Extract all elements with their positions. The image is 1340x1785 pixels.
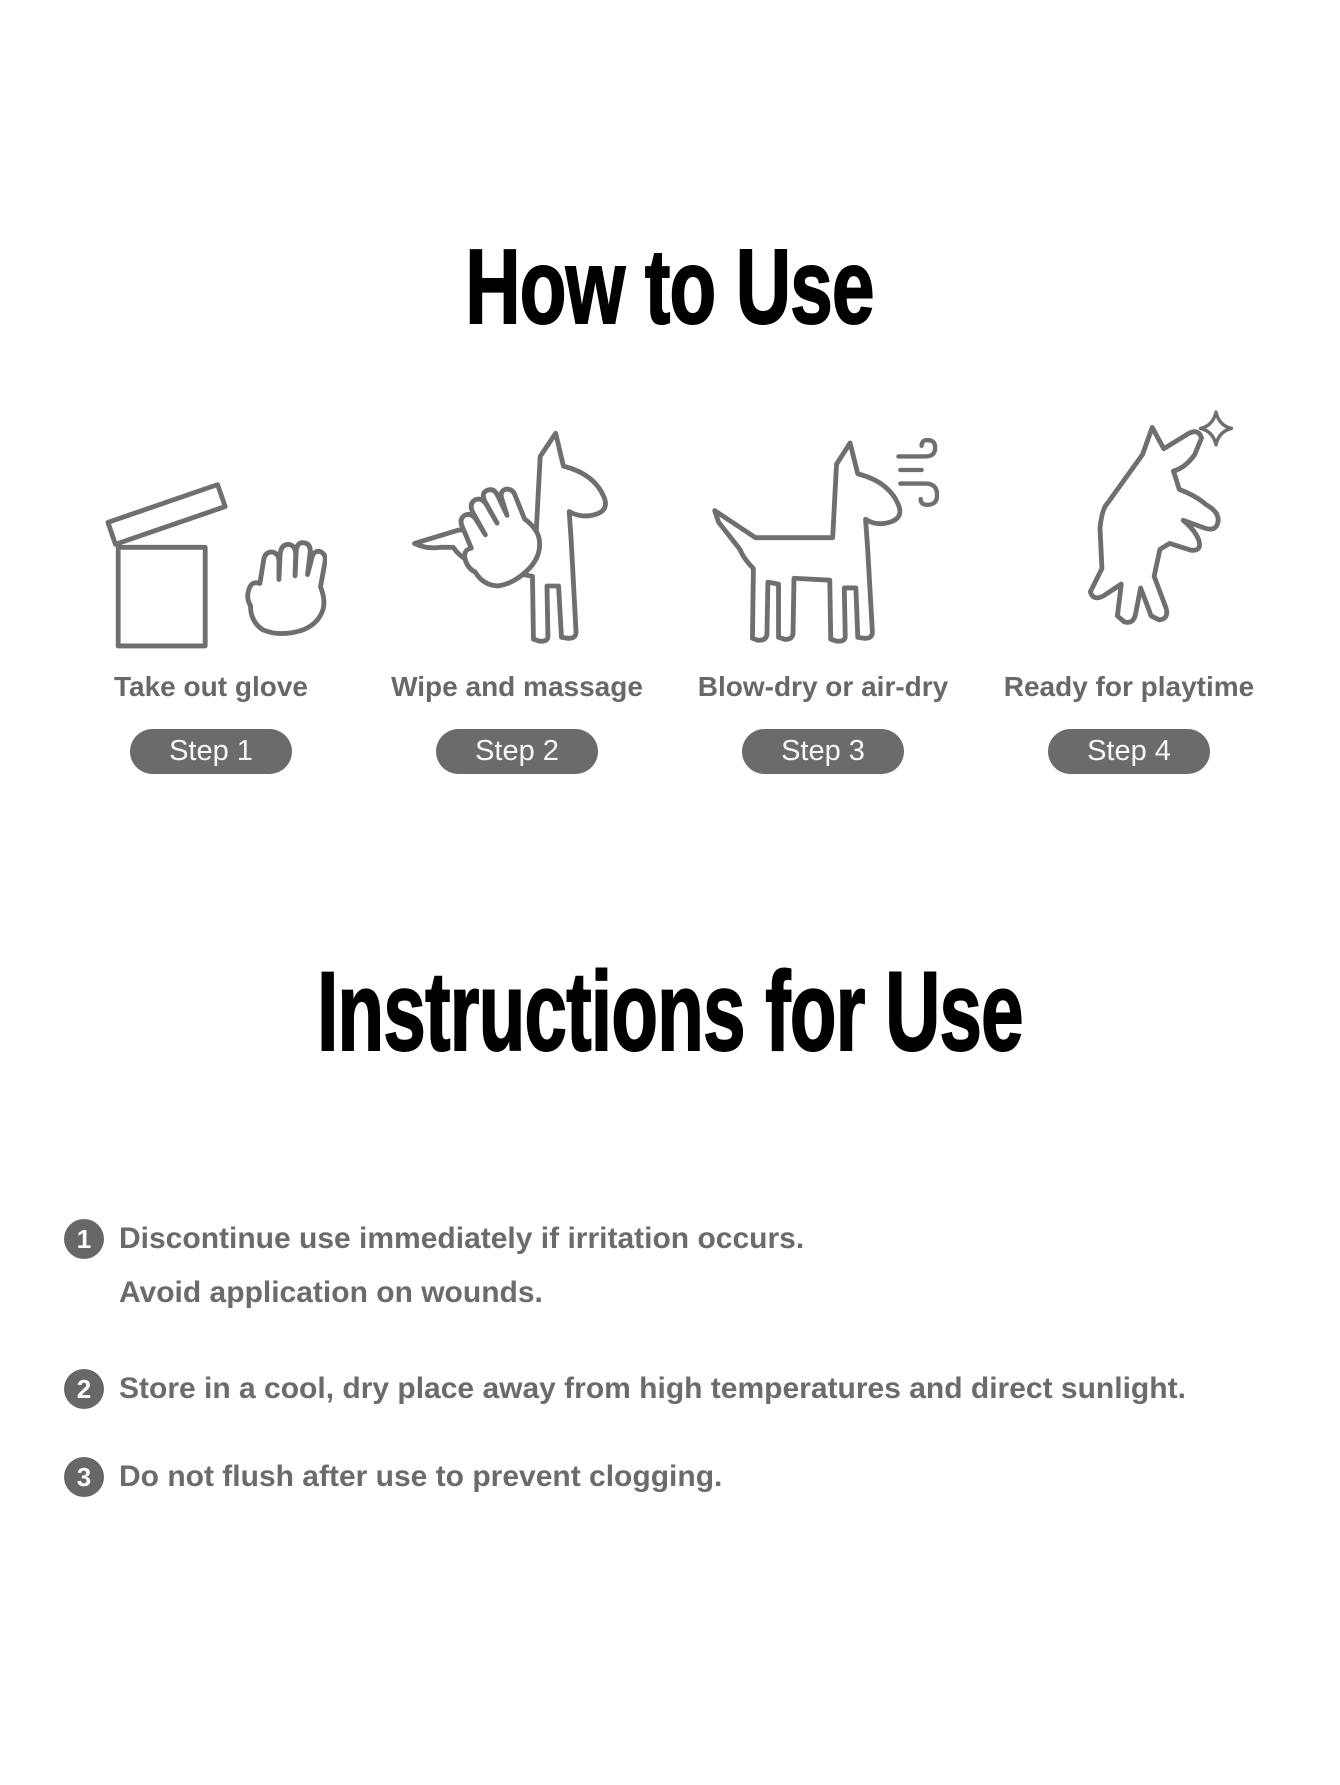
step-2-icon-box bbox=[401, 366, 633, 654]
instruction-text-3 bbox=[119, 1450, 722, 1504]
box-lid bbox=[108, 485, 225, 545]
step-1-caption: Take out glove bbox=[114, 671, 308, 702]
step-1-badge: Step 1 bbox=[130, 729, 292, 774]
dog-with-air-flow-icon bbox=[707, 402, 939, 654]
step-column-2 bbox=[364, 366, 670, 774]
step-column-4 bbox=[976, 366, 1282, 774]
step-column-3 bbox=[670, 366, 976, 774]
dog-outline bbox=[715, 443, 900, 641]
step-4-caption: Ready for playtime bbox=[1003, 671, 1255, 702]
hand-wiping-dog-icon bbox=[401, 402, 633, 654]
step-column-1 bbox=[58, 366, 364, 774]
step-4-icon-box bbox=[1013, 366, 1245, 654]
how-to-use-title bbox=[0, 228, 1340, 346]
step-4-badge: Step 4 bbox=[1048, 729, 1210, 774]
instruction-3-line-1: Do not flush after use to prevent clogging. bbox=[119, 1460, 723, 1493]
sparkle bbox=[1201, 412, 1232, 445]
open-box-and-glove-icon bbox=[95, 402, 327, 654]
instruction-number-badge-3: 3 bbox=[64, 1457, 104, 1497]
instruction-2-line-1: Store in a cool, dry place away from high temperatures and direct sunlight. bbox=[119, 1372, 1186, 1405]
instruction-item-3 bbox=[64, 1450, 1314, 1504]
instruction-1-line-1: Discontinue use immediately if irritation occurs. bbox=[119, 1222, 805, 1255]
instruction-number-badge-2: 2 bbox=[64, 1369, 104, 1409]
air-flow-lines bbox=[898, 440, 937, 505]
instructions-for-use-title bbox=[0, 949, 1340, 1074]
instruction-item-1 bbox=[64, 1212, 1314, 1320]
instructions-for-use-title-text: Instructions for Use bbox=[317, 949, 1023, 1074]
step-1-icon-box bbox=[95, 366, 327, 654]
step-3-caption: Blow-dry or air-dry bbox=[697, 671, 949, 702]
instruction-1-line-2: Avoid application on wounds. bbox=[119, 1276, 543, 1309]
instruction-list bbox=[64, 1212, 1314, 1504]
jumping-dog-outline bbox=[1090, 427, 1218, 622]
how-to-use-title-text: How to Use bbox=[465, 228, 875, 346]
instruction-number-badge-1: 1 bbox=[64, 1219, 104, 1259]
step-3-icon-box bbox=[707, 366, 939, 654]
step-3-badge: Step 3 bbox=[742, 729, 904, 774]
step-2-badge: Step 2 bbox=[436, 729, 598, 774]
steps-row bbox=[58, 366, 1282, 774]
instruction-item-2 bbox=[64, 1362, 1314, 1416]
step-2-caption: Wipe and massage bbox=[391, 671, 643, 702]
instruction-text-2 bbox=[119, 1362, 1186, 1416]
box-body bbox=[118, 547, 205, 646]
glove-hand bbox=[243, 540, 327, 637]
instruction-text-1 bbox=[119, 1212, 804, 1320]
playful-dog-sparkle-icon bbox=[1013, 402, 1245, 654]
